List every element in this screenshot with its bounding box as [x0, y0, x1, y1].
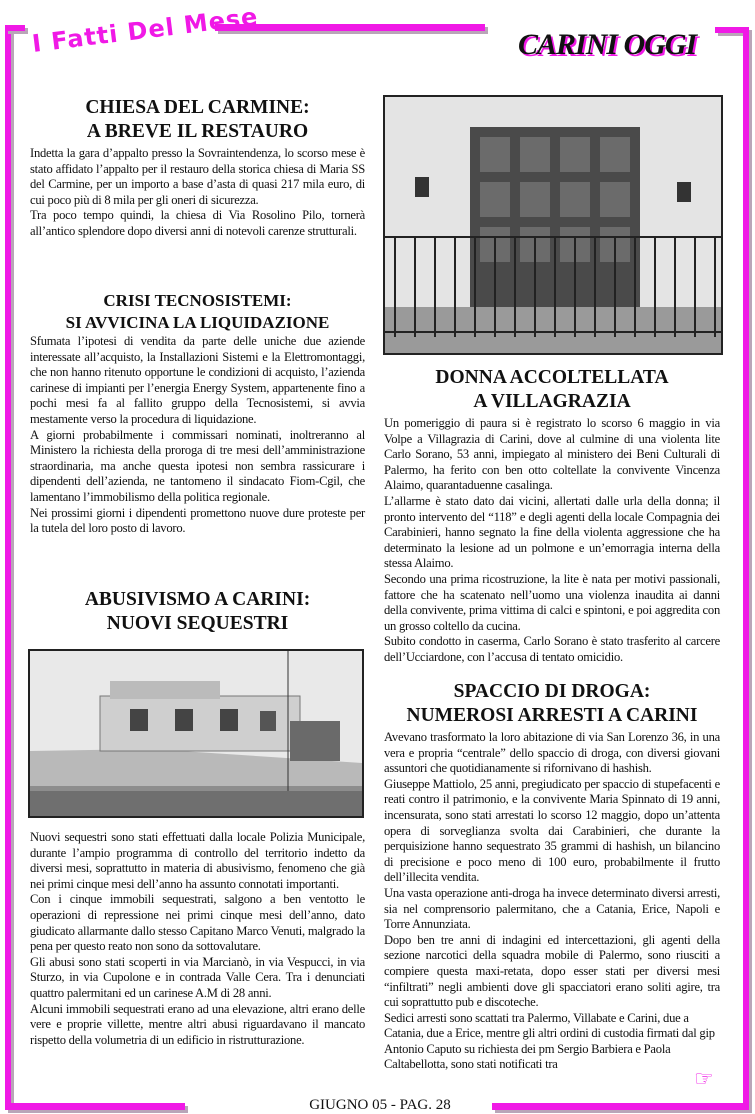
article-body	[30, 146, 365, 240]
paragraph: Un pomeriggio di paura si è registrato lo scorso 6 maggio in via Volpe a Villagrazia di Carini, dove al culmine di una violenta lite Carlo Sorano, 53 anni, impiegato al ministero dei Beni Culturali di Palermo, ha ferito con ben otto coltellate la convivente Vincenza Alaimo, quarantaduenne casalinga.	[384, 416, 720, 493]
article-headline: ABUSIVISMO A CARINI: NUOVI SEQUESTRI	[84, 589, 311, 634]
paragraph: Gli abusi sono stati scoperti in via Marcianò, in via Vespucci, in via Sturzo, in via Cupolone e in contrada Valle Cera. Tra i denunciati quattro palermitani ed un carinese A.M di 28 anni.	[30, 954, 365, 1000]
paragraph: Giuseppe Mattiolo, 25 anni, pregiudicato per spaccio di stupefacenti e reati contro il patrimonio, e la convivente Maria Spinnato di 19 anni, incensurata, sono stati arrestati lo scorso 12 maggio, dopo un’attenta opera di sorveglianza svolta dai Carabinieri, che durante la perquisizione hanno sequestrato 35 grammi di hashish, un bilancino di precisione e poco meno di 100 euro, probabilmente il frutto dell’illecita vendita.	[384, 776, 720, 885]
paragraph: Dopo ben tre anni di indagini ed intercettazioni, gli agenti della sezione narcotici della squadra mobile di Palermo, sono riusciti a compiere questa maxi-retata, dopo esser stati per diversi mesi “infiltrati” negli ambienti dove gli spacciatori erano soliti agire, tra cui soprattutto pub e discoteche.	[384, 932, 720, 1010]
article-body	[384, 416, 720, 666]
paragraph: Sedici arresti sono scattati tra Palermo, Villabate e Carini, due a Catania, due a Erice, mentre gli altri ordini di custodia firmati dal gip Antonio Caputo su richiesta dei pm Sergio Barbiera e Paola Caltabellotta, sono stati notificati tra	[384, 1010, 715, 1072]
paragraph: Subito condotto in caserma, Carlo Sorano è stato trasferito al carcere dell’Ucciardone, con l’accusa di tentato omicidio.	[384, 634, 720, 664]
article-donna-accoltellata	[384, 366, 720, 666]
paragraph: Una vasta operazione anti-droga ha invece determinato diversi arresti, sia nel comprensorio palermitano, che a Catania, Erice, Napoli e Torre Annunziata.	[384, 885, 720, 932]
masthead-logo: CARINI OGGI	[518, 28, 697, 61]
pointing-hand-icon: ☞	[694, 1066, 714, 1091]
paragraph: Avevano trasformato la loro abitazione di via San Lorenzo 36, in una vera e propria “centrale” dello spaccio di droga, con diversi giovani assuntori che quotidianamente si rifornivano di hashish.	[384, 730, 720, 776]
frame-left	[5, 25, 11, 1110]
section-title: I Fatti Del Mese	[30, 2, 260, 58]
paragraph: A giorni probabilmente i commissari nominati, inoltreranno al Ministero la richiesta della proroga di tre mesi dell’amministrazione straordinaria, ma anche questa ipotesi non sembra rassicurare i dipendenti dell’azienda, ne tantomeno il sindacato Fiom-Cgil, che lamentano l’immobilismo della politica regionale.	[30, 427, 365, 504]
frame-right	[743, 27, 749, 1110]
paragraph: Secondo una prima ricostruzione, la lite è nata per motivi passionali, fattore che ha scatenato nell’uomo una violenza inaudita ai danni della convivente, prima vittima di calci e spintoni, e poi aggredita con un grosso coltello da cucina.	[384, 571, 720, 633]
article-chiesa-carmine	[30, 96, 365, 240]
article-headline: DONNA ACCOLTELLATA A VILLAGRAZIA	[435, 367, 669, 412]
article-headline: CRISI TECNOSISTEMI: SI AVVICINA LA LIQUIDAZIONE	[65, 291, 330, 332]
article-crisi-tecnosistemi	[30, 290, 365, 537]
church-door-photo	[383, 95, 723, 355]
frame-top-left	[5, 25, 25, 31]
frame-bottom-right	[492, 1103, 749, 1110]
article-abusivismo	[30, 588, 365, 636]
paragraph: Nuovi sequestri sono stati effettuati dalla locale Polizia Municipale, durante l’ampio programma di controllo del territorio indetto da diversi mesi, soprattutto in materia di abusivismo, fenomeno che già nei primi cinque mesi dell’anno ha assunto connotati importanti.	[30, 830, 365, 891]
paragraph: Sfumata l’ipotesi di vendita da parte delle uniche due aziende interessate all’acquisto, la Installazioni Sistemi e la Elettromontaggi, che non hanno ritenuto opportune le condizioni di acquisto, l’azienda carinese di impianti per l’energia Energy System, appartenente fino a pochi mesi fa al fallito gruppo della Tecnosistemi, si avvia mestamente verso la procedura di liquidazione.	[30, 334, 365, 426]
paragraph: Nei prossimi giorni i dipendenti promettono nuove dure proteste per la tutela del loro posto di lavoro.	[30, 505, 365, 536]
article-body	[30, 830, 365, 1048]
paragraph: Indetta la gara d’appalto presso la Sovraintendenza, lo scorso mese è stato affidato l’appalto per il restauro della storica chiesa di Maria SS del Carmine, per un importo a base d’asta di quasi 217 mila euro, di cui poco più di 8 mila per gli oneri di sicurezza.	[30, 146, 365, 207]
article-headline: SPACCIO DI DROGA: NUMEROSI ARRESTI A CARINI	[406, 681, 698, 726]
paragraph: L’allarme è stato dato dai vicini, allertati dalle urla della donna; il pronto intervento del “118” e degli agenti della locale Compagnia dei Carabinieri, hanno segnato la fine della violenta aggressione che ha determinato la lesione ad un polmone e un’emorragia interna della stessa Alaimo.	[384, 493, 720, 571]
article-body	[384, 730, 720, 1073]
paragraph: Alcuni immobili sequestrati erano ad una elevazione, altri erano delle vere e proprie villette, mentre altri abusi riguardavano il mancato rispetto della volumetria di un edificio in ristrutturazione.	[30, 1001, 365, 1047]
paragraph: Tra poco tempo quindi, la chiesa di Via Rosolino Pilo, tornerà all’antico splendore dopo diversi anni di notevoli carenze strutturali.	[30, 208, 365, 238]
paragraph: Con i cinque immobili sequestrati, salgono a ben ventotto le operazioni di repressione nei primi cinque mesi dell’anno, dato giudicato allarmante dallo stesso Capitano Marco Venuti, malgrado la pena per questo reato non sono da sottovalutare.	[30, 892, 365, 954]
frame-bottom-left-2	[5, 1103, 185, 1110]
building-photo	[28, 649, 364, 818]
page-footer: GIUGNO 05 - PAG. 28	[309, 1097, 451, 1113]
article-body	[30, 334, 365, 537]
article-spaccio-droga	[384, 680, 720, 1073]
article-headline: CHIESA DEL CARMINE: A BREVE IL RESTAURO	[85, 97, 310, 142]
